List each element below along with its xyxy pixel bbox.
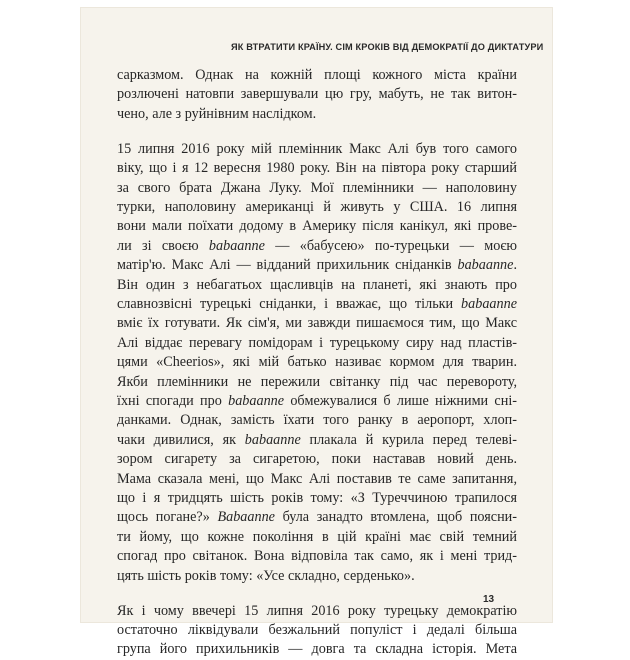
- text-line: чено, але з руйнівним наслідком.: [117, 105, 317, 122]
- paragraph-1: [117, 66, 517, 124]
- text-line: цями «Cheerios», які мій батько називає кормом для тварин.: [117, 354, 517, 371]
- text-line: сарказмом. Однак на кожній площі кожного міста країни: [117, 67, 517, 83]
- text-line: щось погане?» Babaanne була занадто втомлена, щоб поясни-: [117, 509, 517, 526]
- text-line: вони мали поїхати додому в Америку після канікул, які прове-: [117, 218, 517, 235]
- text-line: ти йому, що кожне покоління в цій країні має свій темний: [117, 528, 517, 545]
- text-line: вміє їх готувати. Як сім'я, ми завжди пишаємося тим, що Макс: [117, 315, 517, 332]
- text-line: цять шість років тому: «Усе складно, серденько».: [117, 567, 415, 584]
- text-line: що і я тридцять шість років тому: «З Туреччиною трапилося: [117, 490, 517, 507]
- text-line: славнозвісні турецькі сніданки, і вважає, що тільки babaanne: [117, 295, 517, 312]
- foreign-word: babaanne: [457, 257, 514, 274]
- paragraph-3: [117, 602, 517, 660]
- text-line: остаточно ліквідували безжальний популіст і дедалі більша: [117, 621, 517, 638]
- foreign-word: babaanne: [208, 237, 265, 254]
- paragraph-2: [117, 140, 517, 586]
- text-line: Мама сказала мені, що Макс Алі поставив те саме запитання,: [117, 470, 517, 487]
- page-body: [117, 66, 517, 660]
- text-line: зором сигарету за сигаретою, поки наставав новий день.: [117, 451, 517, 468]
- foreign-word: Babaanne: [217, 509, 275, 526]
- text-line: чаки дивилися, як babaanne плакала й курила перед телеві-: [117, 431, 517, 448]
- text-line: Як і чому ввечері 15 липня 2016 року турецьку демократію: [117, 602, 517, 619]
- foreign-word: babaanne: [244, 431, 301, 448]
- text-line: віку, що і я 12 вересня 1980 року. Він на півтора року старший: [117, 160, 517, 177]
- foreign-word: babaanne: [461, 295, 517, 312]
- foreign-word: babaanne: [228, 393, 285, 409]
- page-number: 13: [483, 594, 495, 605]
- text-line: данками. Однак, замість їхати того ранку в аеропорт, хлоп-: [117, 412, 517, 429]
- text-line: Якби племінники не пережили світанку під час перевороту,: [117, 373, 517, 390]
- text-line: Він один з небагатьох щасливців на планеті, які знають про: [117, 276, 517, 293]
- text-line: ли зі своєю babaanne — «бабусею» по-турецьки — моєю: [117, 237, 518, 254]
- text-line: 15 липня 2016 року мій племінник Макс Алі був того самого: [117, 140, 517, 157]
- text-line: їхні спогади про babaanne обмежувалися б лише ніжними сні-: [117, 393, 517, 409]
- book-page: [81, 8, 552, 658]
- text-line: група його прихильників — довга та складна історія. Мета: [117, 641, 517, 658]
- text-line: матір'ю. Макс Алі — відданий прихильник сніданків babaanne.: [117, 257, 517, 274]
- running-header: ЯК ВТРАТИТИ КРАЇНУ. СІМ КРОКІВ ВІД ДЕМОКРАТІЇ ДО ДИКТАТУРИ: [231, 42, 544, 52]
- text-line: турки, наполовину американці й живуть у США. 16 липня: [117, 198, 517, 215]
- text-line: розлючені натовпи завершували цю гру, мабуть, не так витон-: [117, 86, 517, 103]
- text-line: Алі віддає перевагу помідорам і турецькому сиру над пластів-: [117, 334, 517, 351]
- text-line: за свого брата Джана Луку. Мої племінники — наполовину: [117, 179, 517, 196]
- text-line: спогад про світанок. Вона відповіла так само, як і мені трид-: [117, 548, 517, 565]
